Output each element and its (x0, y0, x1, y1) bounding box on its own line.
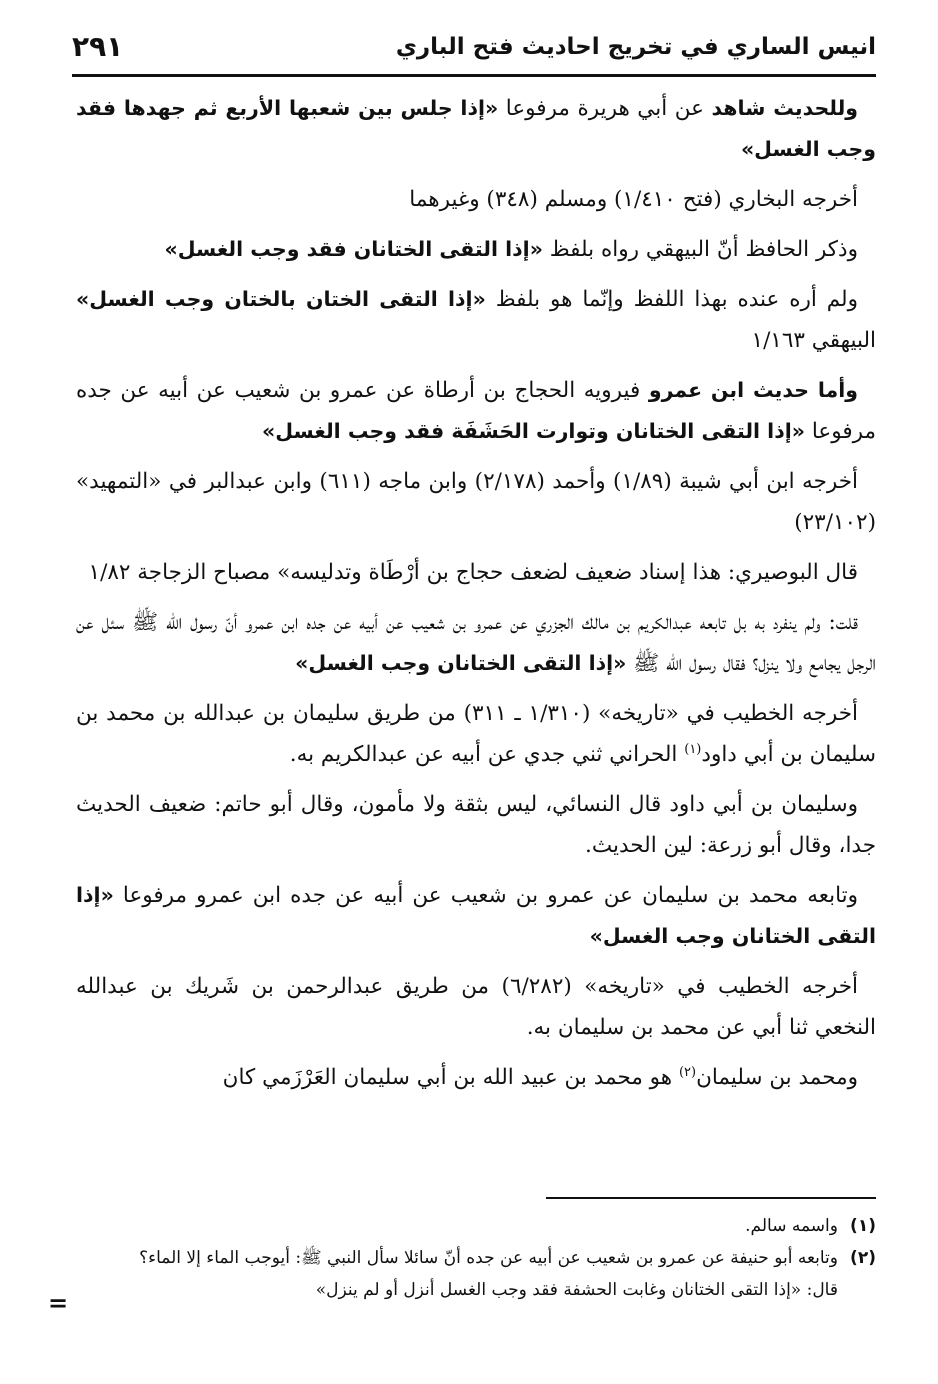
footnote-text: واسمه سالم. (745, 1216, 838, 1236)
paragraph: وتابعه محمد بن سليمان عن عمرو بن شعيب عن أبيه عن جده ابن عمرو مرفوعا «إذا التقى الختانان وجب الغسل» (76, 883, 876, 948)
footnote-number: (٢) (850, 1248, 876, 1268)
page-number: ٢٩١ (72, 30, 124, 63)
footnote-number: (١) (850, 1216, 876, 1236)
footnote (76, 1210, 876, 1242)
paragraph: ومحمد بن سليمان$^{(٢)}$ هو محمد بن عبيد الله بن أبي سليمان العَرْزَمي كان (222, 1064, 858, 1090)
footnote-ref: (١) (684, 741, 702, 757)
footnote-continuation: قال: «إذا التقى الختانان وغابت الحشفة فقد وجب الغسل أنزل أو لم ينزل» (315, 1280, 838, 1300)
paragraph: قلت: ولم ينفرد به بل تابعه عبدالكريم بن مالك الجزري عن عمرو بن شعيب عن أبيه عن جده ابن عمرو أنّ رسول الله ﷺ سئل عن الرجل يجامع ولا ينزل؟ فقال رسول الله ﷺ «إذا التقى الختانان وجب الغسل» (76, 610, 876, 676)
footnote-ref: (٢) (678, 1064, 697, 1080)
continuation-mark: = (48, 1288, 69, 1317)
paragraph: وللحديث شاهد عن أبي هريرة مرفوعا «إذا جلس بين شعبها الأربع ثم جهدها فقد وجب الغسل» (76, 96, 876, 161)
footnote-divider (546, 1197, 876, 1199)
paragraph: ولم أره عنده بهذا اللفظ وإنّما هو بلفظ «إذا التقى الختان بالختان وجب الغسل» البيهقي ١/١٦٣ (76, 287, 876, 353)
footnote (76, 1242, 876, 1274)
paragraph: قال البوصيري: هذا إسناد ضعيف لضعف حجاج بن أرْطَاة وتدليسه» مصباح الزجاجة ١/٨٢ (88, 560, 858, 585)
main-text (76, 88, 876, 1107)
running-header (72, 30, 876, 77)
paragraph: أخرجه البخاري (فتح ١/٤١٠) ومسلم (٣٤٨) وغيرهما (409, 187, 858, 212)
paragraph: أخرجه ابن أبي شيبة (١/٨٩) وأحمد (٢/١٧٨) وابن ماجه (٦١١) وابن عبدالبر في «التمهيد» (٢٣/١٠٢) (76, 469, 876, 535)
paragraph: أخرجه الخطيب في «تاريخه» (١/٣١٠ ـ ٣١١) من طريق سليمان بن عبدالله بن محمد بن سليمان بن أبي داود$^{(١)}$ الحراني ثني جدي عن أبيه عن عبدالكريم به. (76, 701, 876, 767)
paragraph: وأما حديث ابن عمرو فيرويه الحجاج بن أرطاة عن عمرو بن شعيب عن أبيه عن جده مرفوعا «إذا التقى الختانان وتوارت الحَشَفَة فقد وجب الغسل» (76, 378, 876, 444)
paragraph: أخرجه الخطيب في «تاريخه» (٦/٢٨٢) من طريق عبدالرحمن بن شَريك بن عبدالله النخعي ثنا أبي عن محمد بن سليمان به. (76, 974, 876, 1040)
paragraph: وذكر الحافظ أنّ البيهقي رواه بلفظ «إذا التقى الختانان فقد وجب الغسل» (164, 237, 858, 262)
footnote-text: وتابعه أبو حنيفة عن عمرو بن شعيب عن أبيه عن جده أنّ سائلا سأل النبي ﷺ: أيوجب الماء إلا الماء؟ (139, 1248, 838, 1268)
footnotes (76, 1210, 876, 1306)
book-title: انيس الساري في تخريج احاديث فتح الباري (395, 34, 876, 60)
paragraph: وسليمان بن أبي داود قال النسائي، ليس بثقة ولا مأمون، وقال أبو حاتم: ضعيف الحديث جدا، وقال أبو زرعة: لين الحديث. (76, 792, 876, 858)
